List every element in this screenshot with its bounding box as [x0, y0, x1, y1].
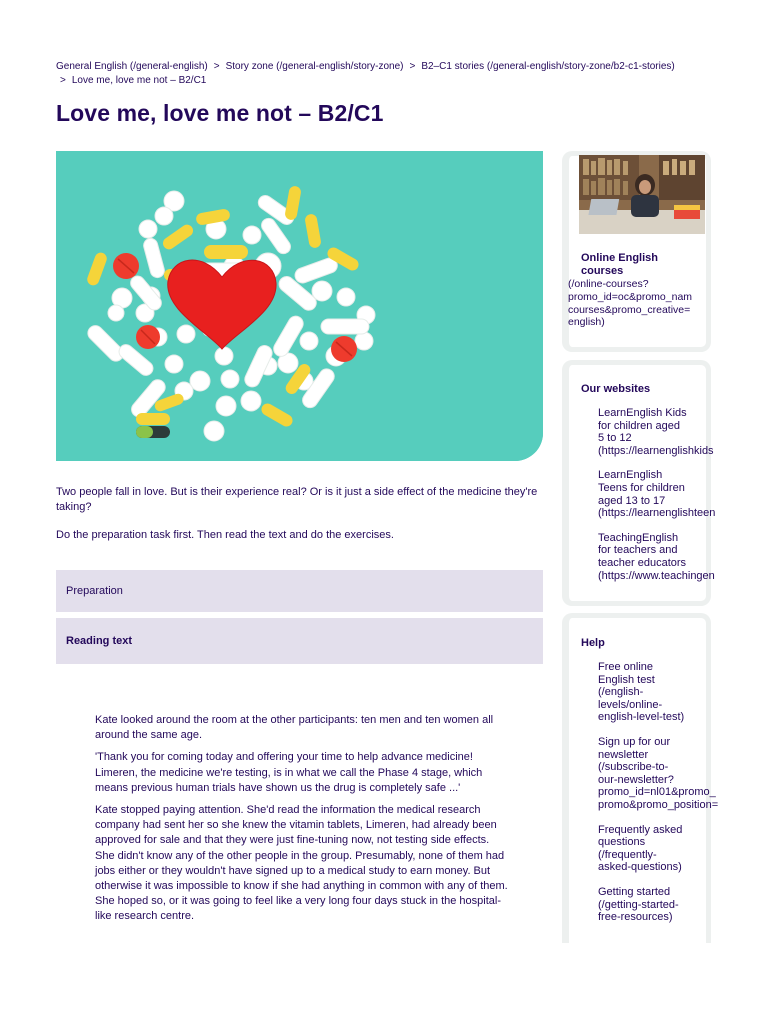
our-websites-heading: Our websites — [581, 383, 651, 395]
story-paragraph: Kate looked around the room at the other participants: ten men and ten women all around the same age. — [95, 714, 494, 742]
online-courses-image[interactable] — [579, 155, 705, 234]
story-paragraph: Kate stopped paying attention. She'd read the information the medical research company had sent her so she knew the vitamin tablets, Limeren, had already been approved for sale and that they were just fine-tuning now, not testing side effects. She didn't know any of the other people in the group. Presumably, none of them had jobs either or they wouldn't have signed up to a medical study to earn money. But otherwise it was impossible to know if she had anything in common with any of them. She hoped so, or it was going to feel like a very long four days stuck in the hospital-like research centre. — [95, 804, 508, 923]
faq-link[interactable]: Frequently asked questions (/frequently- asked-questions) — [598, 823, 683, 874]
help-list — [598, 661, 722, 936]
story-text — [95, 713, 510, 932]
teachingenglish-link[interactable]: TeachingEnglish for teachers and teacher educators (https://www.teachingen — [598, 531, 715, 582]
free-english-test-link[interactable]: Free online English test (/english- levels/online- english-level-test) — [598, 661, 685, 724]
story-paragraph: 'Thank you for coming today and offering your time to help advance medicine! Limeren, the medicine we're testing, is in what we call the Phase 4 stage, which means previous human trials have shown us the drug is completely safe ...' — [95, 751, 483, 794]
online-courses-url[interactable]: (/online-courses? promo_id=oc&promo_nam courses&promo_creative= english) — [568, 278, 693, 329]
breadcrumb-story-zone[interactable]: Story zone (/general-english/story-zone) — [225, 61, 404, 72]
page-title: Love me, love me not – B2/C1 — [56, 100, 384, 126]
intro-text: Two people fall in love. But is their experience real? Or is it just a side effect of the medicine they're taking? — [56, 486, 538, 513]
breadcrumb-general-english[interactable]: General English (/general-english) — [56, 61, 208, 72]
online-courses-link[interactable]: Online English courses — [581, 252, 659, 277]
preparation-accordion[interactable] — [56, 570, 543, 612]
breadcrumb — [56, 60, 736, 88]
learnenglish-kids-link[interactable]: LearnEnglish Kids for children aged 5 to 12 (https://learnenglishkids — [598, 407, 714, 457]
reading-text-label: Reading text — [66, 635, 133, 647]
preparation-label: Preparation — [66, 585, 123, 597]
breadcrumb-current: Love me, love me not – B2/C1 — [71, 75, 207, 86]
learnenglish-teens-link[interactable]: LearnEnglish Teens for children aged 13 to 17 (https://learnenglishteen — [598, 469, 716, 520]
our-websites-list — [598, 407, 722, 594]
hero-image — [56, 151, 543, 461]
breadcrumb-b2-c1-stories[interactable]: B2–C1 stories (/general-english/story-zone/b2-c1-stories) — [421, 61, 675, 72]
getting-started-link[interactable]: Getting started (/getting-started- free-resources) — [598, 885, 679, 924]
breadcrumb-separator: > — [213, 61, 220, 72]
breadcrumb-separator: > — [409, 61, 416, 72]
newsletter-link[interactable]: Sign up for our newsletter (/subscribe-to- our-newsletter? promo_id=nl01&promo_ promo&promo_position= — [598, 735, 719, 811]
help-heading: Help — [581, 637, 605, 649]
intro — [56, 485, 543, 556]
reading-text-accordion[interactable] — [56, 618, 543, 664]
breadcrumb-separator: > — [60, 75, 66, 86]
instructions-text: Do the preparation task first. Then read the text and do the exercises. — [56, 529, 394, 541]
